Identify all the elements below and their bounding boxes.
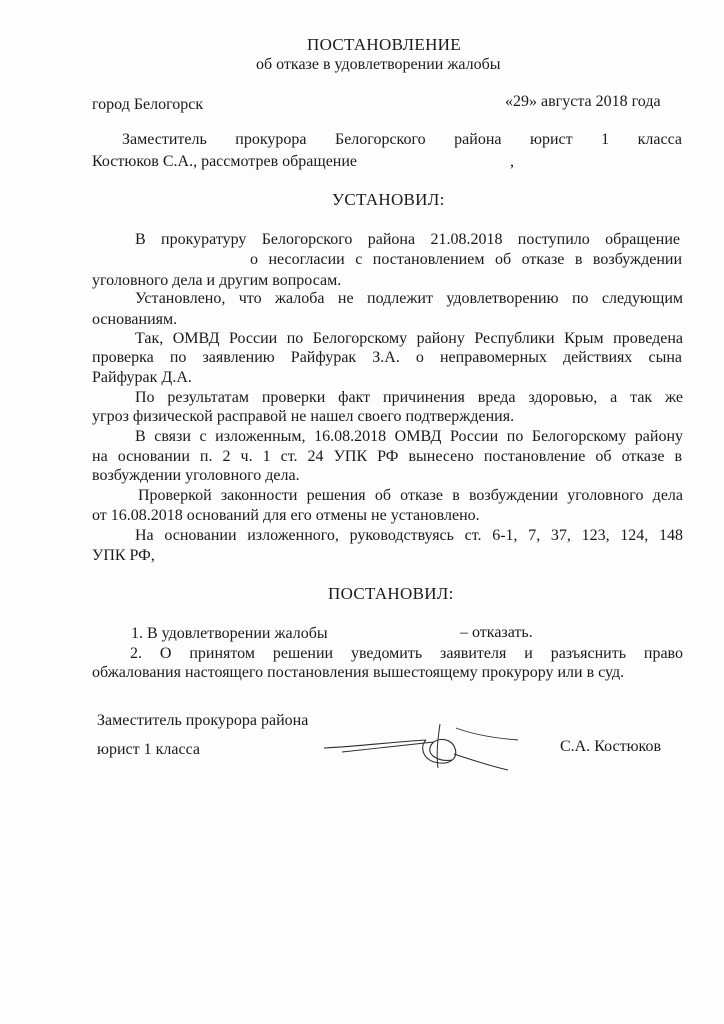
body-line: о несогласии с постановлением об отказе в возбуждении — [250, 251, 682, 268]
signatory-rank: юрист 1 класса — [97, 741, 200, 758]
body-line: Проверкой законности решения об отказе в возбуждении уголовного дела — [138, 487, 683, 504]
document-date: «29» августа 2018 года — [505, 93, 661, 110]
body-line: Райфурак Д.А. — [92, 369, 192, 386]
body-line: УПК РФ, — [92, 547, 155, 564]
body-line: На основании изложенного, руководствуясь ст. 6-1, 7, 37, 123, 124, 148 — [135, 527, 683, 544]
handwritten-signature — [322, 718, 532, 774]
intro-line: Костюков С.А., рассмотрев обращение — [92, 153, 358, 170]
body-line: угроз физической расправой не нашел своего подтверждения. — [92, 408, 515, 425]
document-title: ПОСТАНОВЛЕНИЕ — [307, 35, 461, 54]
body-line: В прокуратуру Белогорского района 21.08.2018 поступило обращение — [135, 231, 680, 248]
signatory-position: Заместитель прокурора района — [97, 712, 309, 729]
intro-line: Заместитель прокурора Белогорского района юрист 1 класса — [122, 131, 682, 148]
body-line: По результатам проверки факт причинения вреда здоровью, а так же — [135, 389, 683, 406]
body-line: на основании п. 2 ч. 1 ст. 24 УПК РФ вынесено постановление об отказе в — [92, 448, 682, 465]
decision-line: – отказать. — [460, 624, 533, 641]
body-line: проверка по заявлению Райфурак З.А. о неправомерных действиях сына — [92, 349, 682, 366]
body-line: Так, ОМВД России по Белогорскому району Республики Крым проведена — [135, 330, 683, 347]
document-subtitle: об отказе в удовлетворении жалобы — [256, 56, 501, 73]
body-line: от 16.08.2018 оснований для его отмены не установлено. — [92, 507, 480, 524]
signatory-name: С.А. Костюков — [560, 738, 662, 755]
body-line: уголовного дела и другим вопросам. — [92, 272, 342, 289]
body-line: В связи с изложенным, 16.08.2018 ОМВД России по Белогорскому району — [135, 428, 683, 445]
body-line: Установлено, что жалоба не подлежит удовлетворению по следующим — [135, 290, 683, 307]
body-line: основаниям. — [92, 311, 178, 328]
decision-line: обжалования настоящего постановления вышестоящему прокурору или в суд. — [92, 664, 625, 681]
intro-comma: , — [510, 153, 514, 170]
decided-heading: ПОСТАНОВИЛ: — [328, 584, 454, 603]
established-heading: УСТАНОВИЛ: — [332, 190, 445, 209]
body-line: возбуждении уголовного дела. — [92, 467, 300, 484]
decision-line: 1. В удовлетворении жалобы — [131, 625, 328, 642]
city: город Белогорск — [92, 96, 204, 113]
decision-line: 2. О принятом решении уведомить заявителя и разъяснить право — [130, 645, 683, 662]
